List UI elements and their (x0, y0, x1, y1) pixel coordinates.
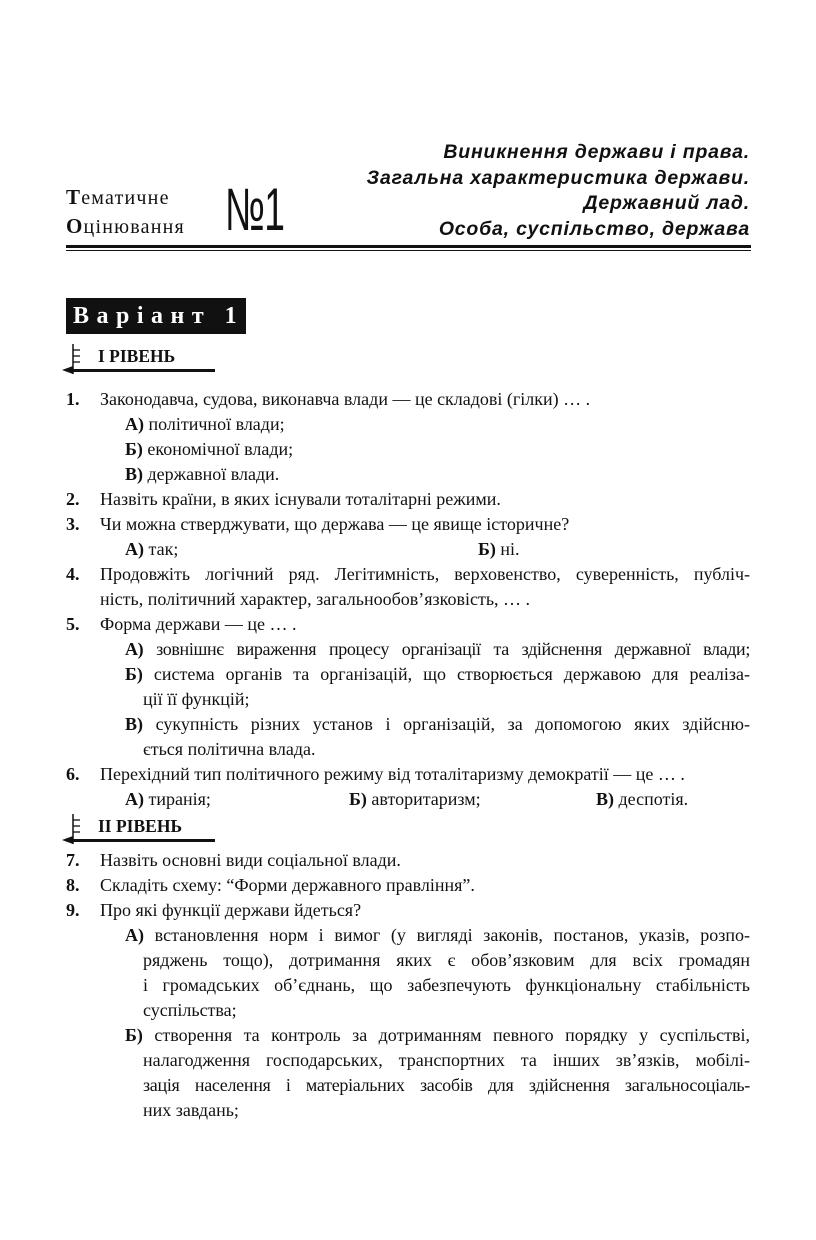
level-underline (68, 839, 215, 842)
level-underline (68, 369, 215, 372)
question-text: Складіть схему: “Форми державного правління”. (100, 875, 475, 895)
topic-line: Виникнення держави і права. (443, 141, 750, 163)
question-number: 6. (66, 764, 80, 784)
question-number: 8. (66, 875, 80, 895)
question-text: Назвіть країни, в яких існували тоталітарні режими. (100, 489, 501, 509)
option-b: Б) створення та контроль за дотриманням певного порядку у суспільстві, (125, 1025, 750, 1045)
question-number: 7. (66, 850, 80, 870)
label-initial: О (66, 214, 84, 238)
question-text-cont: ність, політичний характер, загальнообов’язковість, … . (100, 589, 531, 609)
question-text: Перехідний тип політичного режиму від тоталітаризму демократії — це … . (100, 764, 685, 784)
option-b: Б) авторитаризм; (349, 789, 481, 809)
topic-line: Державний лад. (583, 192, 750, 214)
question-text: Чи можна стверджувати, що держава — це явище історичне? (100, 514, 570, 534)
option-a-cont: суспільства; (143, 1000, 237, 1020)
option-b: Б) економічної влади; (125, 439, 294, 459)
option-a-cont: ряджень тощо), дотримання яких є обов’язковим для всіх громадян (143, 950, 750, 970)
option-a: А) політичної влади; (125, 414, 285, 434)
header-divider (66, 245, 751, 248)
topic-line: Загальна характеристика держави. (366, 166, 750, 189)
question-text: Продовжіть логічний ряд. Легітимність, верховенство, суверенність, публіч- (100, 564, 750, 584)
level-header (60, 814, 215, 842)
assessment-number (225, 178, 284, 242)
level-label: І РІВЕНЬ (98, 346, 176, 366)
header-divider-thin (66, 250, 751, 251)
label-text: цінювання (83, 216, 185, 238)
question-text: Форма держави — це … . (100, 614, 297, 634)
option-b: Б) ні. (478, 539, 520, 559)
level-label: ІІ РІВЕНЬ (98, 816, 183, 836)
question-text: Назвіть основні види соціальної влади. (100, 850, 401, 870)
topic-line: Особа, суспільство, держава (438, 217, 750, 240)
option-b: Б) система органів та організацій, що створюється державою для реаліза- (125, 664, 750, 684)
option-b-cont: налагодження господарських, транспортних та інших зв’язків, мобілі- (143, 1050, 750, 1070)
topics-title (300, 140, 750, 242)
level-header (60, 344, 215, 372)
question-number: 2. (66, 489, 80, 509)
variant-badge: Варіант 1 (66, 298, 246, 334)
question-text: Законодавча, судова, виконавча влади — це складові (гілки) … . (100, 389, 591, 409)
option-a-cont: і громадських об’єднань, що забезпечують функціональну стабільність (143, 975, 750, 995)
assessment-label (66, 183, 185, 241)
option-b-cont: зація населення і матеріальних засобів для здійснення загальносоціаль- (143, 1075, 750, 1095)
label-text: ематичне (81, 187, 170, 209)
option-c: В) державної влади. (125, 464, 280, 484)
option-a: А) тиранія; (125, 789, 211, 809)
label-initial: Т (66, 185, 82, 209)
option-c-cont: ється політична влада. (143, 739, 316, 759)
option-b-cont: ції її функцій; (143, 689, 250, 709)
question-text: Про які функції держави йдеться? (100, 900, 362, 920)
question-number: 4. (66, 564, 80, 584)
option-c: В) деспотія. (596, 789, 689, 809)
option-a: А) встановлення норм і вимог (у вигляді законів, постанов, указів, розпо- (125, 925, 750, 945)
option-a: А) зовнішнє вираження процесу організації та здійснення державної влади; (125, 639, 750, 659)
question-number: 5. (66, 614, 80, 634)
option-c: В) сукупність різних установ і організацій, за допомогою яких здійсню- (125, 714, 750, 734)
question-number: 3. (66, 514, 80, 534)
question-number: 1. (66, 389, 80, 409)
option-b-cont: них завдань; (143, 1100, 239, 1120)
number-sign: № (225, 176, 265, 243)
question-number: 9. (66, 900, 80, 920)
option-a: А) так; (125, 539, 179, 559)
number-value: 1 (264, 176, 285, 243)
